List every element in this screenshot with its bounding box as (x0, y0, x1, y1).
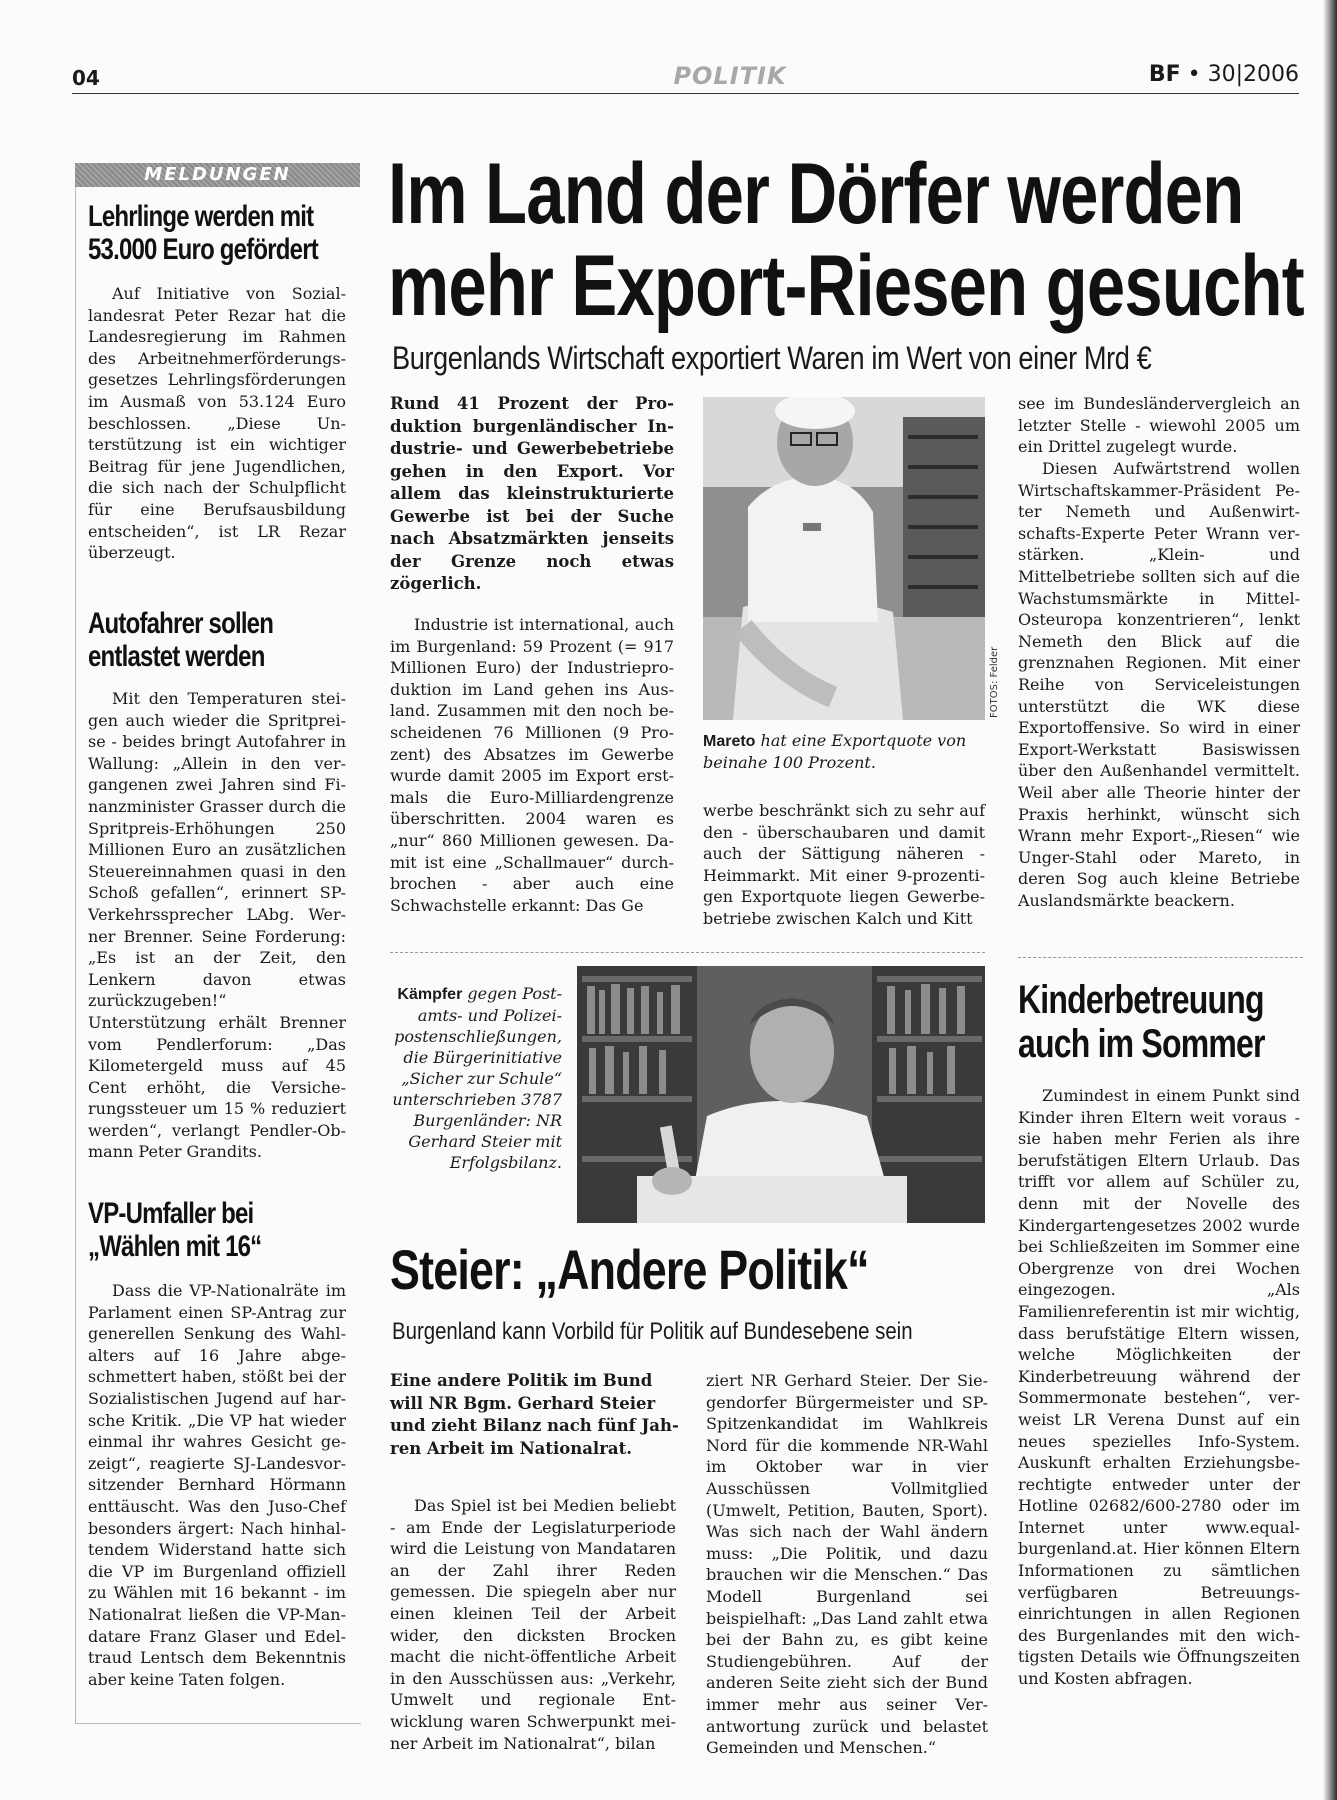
steier-photo-caption: Kämpfer gegen Postamts- und Polizeipostenschließungen, die Bürgerinitiative „Sicher zur Schule“ unterschrieben 3787 Burgenländer: NR Gerhard Steier mit Erfolgsbilanz. (392, 984, 562, 1172)
steier-lead: Eine andere Politik im Bund will NR Bgm. Gerhard Steier und zieht Bilanz nach fünf Jahren Arbeit im Nationalrat. (390, 1371, 679, 1458)
main-headline: Im Land der Dörfer werden mehr Export-Riesen gesucht (388, 146, 1304, 334)
sidebar-text-2: Mit den Temperaturen steigen auch wieder die Spritpreise - beides bringt Autofahrer in Wallung: „Allein in den vergangenen zwei Jahren sind Finanzminister Grasser durch die Spritpreis-Erhöhungen 250 Millionen Euro an zusätzlichen Steuereinnahmen quasi in den Schoß gefallen“, erinnert SP-Verkehrssprecher LAbg. Werner Brenner. Seine Forderung: „Es ist an der Zeit, den Lenkern davon etwas zurückzugeben!“ Unterstützung erhält Brenner vom Pendlerforum: „Das Kilometergeld muss auf 45 Cent erhöht, die Versicherungssteuer um 15 % reduziert werden“, verlangt Pendler-Obmann Peter Grandits. (88, 689, 346, 1162)
sidebar-headline-1: Lehrlinge werden mit 53.000 Euro gefördert (88, 200, 318, 266)
steier-photo (577, 966, 985, 1223)
masthead-dot: • (1187, 62, 1208, 87)
page-edge-shadow (1323, 0, 1337, 1800)
masthead-issue: 30|2006 (1207, 62, 1299, 87)
steier-subheadline: Burgenland kann Vorbild für Politik auf Bundesebene sein (392, 1318, 913, 1345)
main-article-divider (390, 952, 985, 953)
sidebar-headline-3: VP-Umfaller bei „Wählen mit 16“ (88, 1197, 262, 1263)
steier-col1: Das Spiel ist bei Medien beliebt - am Ende der Legislaturperiode wird die Leistung von Mandataren an der Zahl ihrer Reden gemessen. Die spiegeln aber nur einen kleinen Teil der Arbeit wider, den dicksten Brocken macht die nicht-öffentliche Arbeit in den Ausschüssen aus: „Verkehr, Umwelt und regionale Entwicklung waren Schwerpunkt meiner Arbeit im Nationalrat“, bilan (390, 1496, 676, 1753)
sidebar-headline-2: Autofahrer sollen entlastet werden (88, 607, 274, 673)
masthead (1149, 62, 1299, 87)
main-col1: Industrie ist international, auch im Burgenland: 59 Prozent (= 917 Millionen Euro) der Industrieproduktion im Land gehen ins Ausland. Zusammen mit den noch bescheidenen 76 Millionen (9 Prozent) des Absatzes im Gewerbe wurde damit 2005 im Export erstmals die Euro-Milliardengrenze überschritten. 2004 waren es „nur“ 860 Millionen gewesen. Damit ist eine „Schallmauer“ durchbrochen - aber auch eine Schwachstelle erkannt: Das Ge (390, 615, 674, 915)
main-subheadline: Burgenlands Wirtschaft exportiert Waren im Wert von einer Mrd € (392, 340, 1152, 376)
main-col3-p2: Diesen Aufwärtstrend wollen Wirtschaftskammer-Präsident Peter Nemeth und Außenwirtschafts-Experte Peter Wrann verstärken. „Klein- und Mittelbetriebe sollten sich auf die Wachstumsmärkte in Mittel-Osteuropa konzentrieren“, lenkt Nemeth den Blick auf die grenznahen Regionen. Mit einer Reihe von Serviceleistungen unterstützt die WK diese Exportoffensive. So wird in einer Export-Werkstatt Basiswissen über den Außenhandel vermittelt. Weil aber alle Theorie hinter der Praxis herhinkt, wünscht sich Wrann mehr Export-„Riesen“ wie Unger-Stahl oder Mareto, in deren Sog auch kleine Betriebe Auslandsmärkte beackern. (1018, 459, 1300, 910)
sidebar-text-1: Auf Initiative von Soziallandesrat Peter Rezar hat die Landesregierung im Rahmen des Arbeitnehmerförderungsgesetzes Lehrlingsförderungen im Ausmaß von 53.124 Euro beschlossen. „Diese Unterstützung ist ein wichtiger Beitrag für jene Jugendlichen, die sich nach der Schulpflicht für eine Berufsausbildung entscheiden“, ist LR Rezar überzeugt. (88, 284, 346, 563)
main-col2: werbe beschränkt sich zu sehr auf den - überschaubaren und damit auch der Sättigung näheren - Heimmarkt. Mit einer 9-prozentigen Exportquote liegen Gewerbebetriebe zwischen Kalch und Kitt (703, 801, 985, 928)
masthead-brand: BF (1148, 62, 1181, 87)
main-lead: Rund 41 Prozent der Produktion burgenländischer Industrie- und Gewerbebetriebe gehen in den Export. Vor allem das kleinstrukturierte Gewerbe ist bei der Suche nach Absatzmärkten jenseits der Grenze noch etwas zögerlich. (390, 394, 674, 593)
page-number: 04 (72, 66, 100, 90)
header-rule (72, 93, 1299, 94)
steier-photo-image (577, 966, 985, 1223)
mareto-photo-image (703, 397, 985, 720)
main-col3-p1: see im Bundesländervergleich an letzter Stelle - wiewohl 2005 um ein Drittel zugelegt wurde. (1018, 394, 1300, 457)
photo-credit: FOTOS: Felder (989, 646, 1000, 718)
mareto-photo (703, 397, 985, 720)
steier-headline: Steier: „Andere Politik“ (390, 1238, 869, 1301)
sidebar-text-3: Dass die VP-Nationalräte im Parlament einen SP-Antrag zur generellen Senkung des Wahlalters auf 16 Jahre abgeschmettert haben, stößt bei der Sozialistischen Jugend auf harsche Kritik. „Die VP hat wieder einmal ihr wahres Gesicht gezeigt“, reagierte SJ-Landesvorsitzender Bernhard Hörmann enttäuscht. Was den Juso-Chef besonders ärgert: Nach hinhaltendem Widerstand hatte sich die VP im Burgenland offiziell zu Wählen mit 16 bekannt - im Nationalrat ließen die VP-Mandatare Franz Glaser und Edeltraud Lentsch dem Bekenntnis aber keine Taten folgen. (88, 1281, 346, 1689)
kinder-headline: Kinderbetreuung auch im Sommer (1018, 978, 1265, 1066)
sidebar-label: MELDUNGEN (75, 163, 360, 187)
steier-col2: ziert NR Gerhard Steier. Der Siegendorfer Bürgermeister und SP-Spitzenkandidat im Wahlkreis Nord für die kommende NR-Wahl im Oktober war in vier Ausschüssen Vollmitglied (Umwelt, Petition, Bauten, Sport). Was sich nach der Wahl ändern muss: „Die Politik, und dazu brauchen wir die Menschen.“ Das Modell Burgenland sei beispielhaft: „Das Land zahlt etwa bei der Bahn zu, es gibt keine Studiengebühren. Auf der anderen Seite zieht sich der Bund immer mehr aus seiner Verantwortung zurück und belastet Gemeinden und Menschen.“ (706, 1371, 988, 1758)
mareto-caption: Mareto hat eine Exportquote von beinahe 100 Prozent. (703, 731, 967, 772)
section-title: POLITIK (673, 62, 787, 90)
kinder-text: Zumindest in einem Punkt sind Kinder ihren Eltern weit voraus - sie haben mehr Ferien als ihre berufstätigen Eltern Urlaub. Das trifft vor allem auf Schüler zu, denn mit der Novelle des Kindergartengesetzes 2002 wurde bei Schließzeiten im Sommer eine Obergrenze von drei Wochen eingezogen. „Als Familienreferentin ist mir wichtig, dass berufstätige Eltern wissen, welche Möglichkeiten der Kinderbetreuung während der Sommermonate bestehen“, verweist LR Verena Dunst auf ein neues spezielles Info-System. Auskunft erhalten Erziehungsberechtigte entweder unter der Hotline 02682/600-2780 oder im Internet unter www.equalburgenland.at. Hier können Eltern Informationen zu sämtlichen verfügbaren Betreuungseinrichtungen in allen Regionen des Burgenlandes mit den wichtigsten Details wie Öffnungszeiten und Kosten abfragen. (1018, 1086, 1300, 1689)
kinder-divider (1018, 957, 1303, 958)
